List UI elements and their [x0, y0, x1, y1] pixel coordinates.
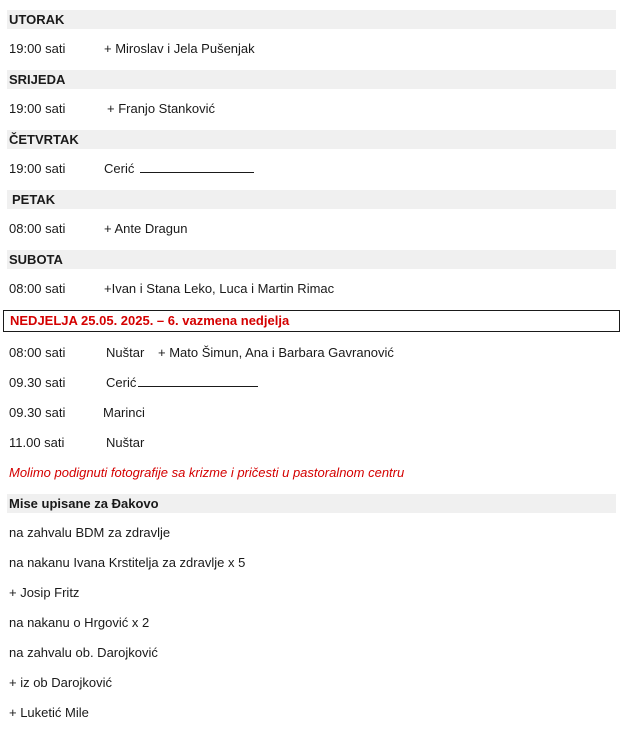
djakovo-item: + Josip Fritz — [9, 585, 80, 600]
photo-pickup-notice: Molimo podignuti fotografije sa krizme i pričesti u pastoralnom centru — [9, 465, 405, 480]
mass-location-name: Nuštar — [106, 435, 145, 450]
mass-location-name: Cerić — [104, 161, 135, 176]
day-header-cetvrtak: ČETVRTAK — [7, 130, 616, 149]
day-header-utorak: UTORAK — [7, 10, 616, 29]
sunday-header: NEDJELJA 25.05. 2025. – 6. vazmena nedjelja — [3, 310, 620, 332]
mass-row-petak — [9, 220, 188, 238]
mass-time: 09.30 sati — [9, 405, 66, 420]
mass-time: 19:00 sati — [9, 101, 66, 116]
mass-row-subota — [9, 280, 335, 298]
mass-time: 11.00 sati — [9, 435, 65, 450]
djakovo-item: na nakanu o Hrgović x 2 — [9, 615, 150, 630]
mass-time: 19:00 sati — [9, 41, 66, 56]
sunday-mass-row — [9, 374, 137, 392]
mass-row-cetvrtak — [9, 160, 135, 178]
day-header-srijeda: SRIJEDA — [7, 70, 616, 89]
sunday-mass-row — [9, 434, 145, 452]
mass-time: 09.30 sati — [9, 375, 66, 390]
djakovo-header: Mise upisane za Đakovo — [7, 494, 616, 513]
sunday-mass-row — [9, 404, 145, 422]
mass-intention: + Mato Šimun, Ana i Barbara Gavranović — [158, 345, 394, 360]
mass-intention: +Ivan i Stana Leko, Luca i Martin Rimac — [104, 281, 335, 296]
djakovo-item: na zahvalu BDM za zdravlje — [9, 525, 171, 540]
mass-row-utorak — [9, 40, 255, 58]
mass-time: 19:00 sati — [9, 161, 66, 176]
djakovo-item: na zahvalu ob. Darojković — [9, 645, 158, 660]
mass-intention: + Franjo Stanković — [107, 101, 216, 116]
mass-intention: + Miroslav i Jela Pušenjak — [104, 41, 255, 56]
blank-line — [138, 374, 258, 387]
mass-row-srijeda — [9, 100, 216, 118]
mass-location-name: Nuštar — [106, 345, 145, 360]
mass-time: 08:00 sati — [9, 221, 66, 236]
mass-intention: + Ante Dragun — [104, 221, 188, 236]
mass-time: 08:00 sati — [9, 281, 66, 296]
mass-location-name: Marinci — [103, 405, 145, 420]
mass-time: 08:00 sati — [9, 345, 66, 360]
djakovo-item: + Luketić Mile — [9, 705, 89, 720]
mass-location-name: Cerić — [106, 375, 137, 390]
djakovo-item: + iz ob Darojković — [9, 675, 112, 690]
djakovo-item: na nakanu Ivana Krstitelja za zdravlje x 5 — [9, 555, 246, 570]
day-header-subota: SUBOTA — [7, 250, 616, 269]
blank-line — [140, 160, 254, 173]
mass-location — [106, 374, 258, 392]
sunday-mass-row — [9, 344, 394, 362]
mass-location — [104, 160, 254, 178]
day-header-petak: PETAK — [7, 190, 616, 209]
